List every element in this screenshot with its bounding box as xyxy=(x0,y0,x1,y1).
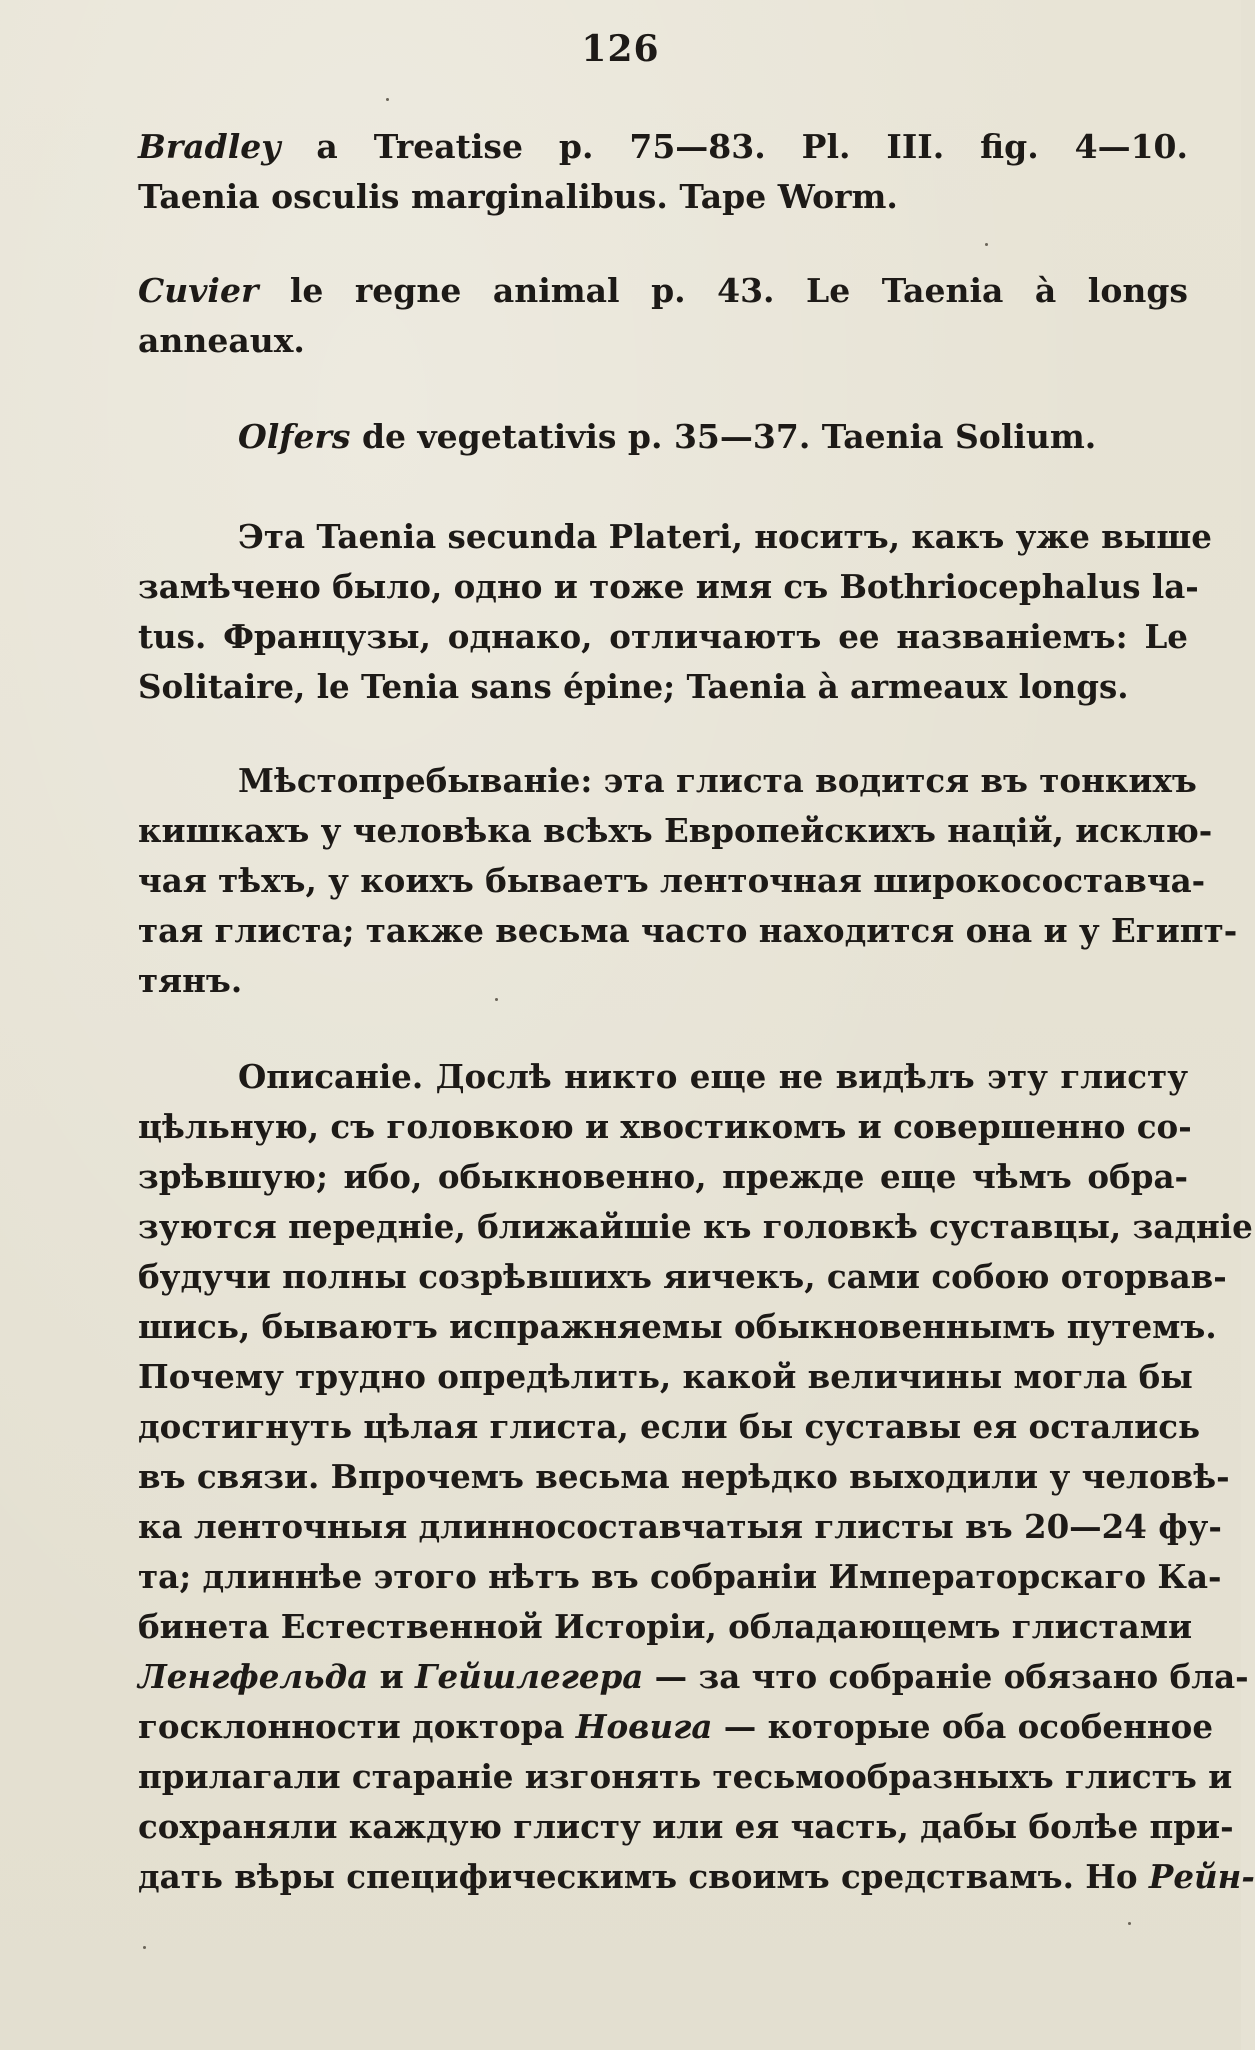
paragraph-line: ка ленточныя длинносоставчатыя глисты въ 20—24 фу- xyxy=(138,1507,1222,1546)
paper-speck xyxy=(386,98,389,101)
paper-speck xyxy=(143,1946,146,1949)
paragraph-description xyxy=(138,1052,1255,1902)
paragraph-line xyxy=(138,1702,1214,1752)
author-name: Cuvier xyxy=(138,271,259,310)
paragraph-line: зуются передніе, ближайшіе къ головкѣ суставцы, задніе xyxy=(138,1207,1253,1246)
paper-speck xyxy=(1128,1922,1131,1925)
author-name: Olfers xyxy=(238,417,351,456)
citation-line xyxy=(138,122,1188,172)
line-text: — за что собраніе обязано бла- xyxy=(643,1657,1249,1696)
paper-speck xyxy=(985,243,988,246)
paragraph-line: цѣльную, съ головкою и хвостикомъ и совершенно со- xyxy=(138,1107,1192,1146)
paragraph-synonyms xyxy=(138,512,1212,712)
citation-line xyxy=(138,412,1188,462)
paragraph-line: та; длиннѣе этого нѣтъ въ собраніи Императорскаго Ка- xyxy=(138,1557,1222,1596)
paragraph-line: Solitaire, le Tenia sans épine; Taenia à armeaux longs. xyxy=(138,667,1129,706)
paragraph-line: прилагали стараніе изгонять тесьмообразныхъ глистъ и xyxy=(138,1757,1233,1796)
person-name: Гейшлегера xyxy=(415,1657,644,1696)
person-name: Новига xyxy=(575,1707,713,1746)
paragraph-line: Описаніе. Дослѣ никто еще не видѣлъ эту глисту xyxy=(238,1057,1188,1096)
citation-line: Taenia osculis marginalibus. Tape Worm. xyxy=(138,177,898,216)
line-text: и xyxy=(368,1657,416,1696)
paragraph-line: tus. Французы, однако, отличаютъ ее названіемъ: Le xyxy=(138,617,1188,656)
paragraph-line: шись, бываютъ испражняемы обыкновеннымъ путемъ. xyxy=(138,1307,1217,1346)
paragraph-line: зрѣвшую; ибо, обыкновенно, прежде еще чѣмъ обра- xyxy=(138,1157,1188,1196)
citation-text: a Treatise p. 75—83. Pl. III. fig. 4—10. xyxy=(280,127,1188,166)
paragraph-line: замѣчено было, одно и тоже имя съ Bothriocephalus la- xyxy=(138,567,1199,606)
person-name: Рейн- xyxy=(1148,1857,1255,1896)
paragraph-line: кишкахъ у человѣка всѣхъ Европейскихъ націй, исклю- xyxy=(138,811,1213,850)
person-name: Ленгфельда xyxy=(138,1657,369,1696)
page-number: 126 xyxy=(581,28,660,70)
paragraph-line: въ связи. Впрочемъ весьма нерѣдко выходили у человѣ- xyxy=(138,1457,1230,1496)
paragraph-line: тая глиста; также весьма часто находится она и у Египт- xyxy=(138,911,1238,950)
paragraph-line: Эта Taenia secunda Plateri, носитъ, какъ уже выше xyxy=(238,517,1212,556)
paragraph-line: будучи полны созрѣвшихъ яичекъ, сами собою оторвав- xyxy=(138,1257,1227,1296)
author-name: Bradley xyxy=(138,127,281,166)
paragraph-line: бинета Естественной Исторіи, обладающемъ глистами xyxy=(138,1607,1193,1646)
paragraph-line: достигнуть цѣлая глиста, если бы суставы ея остались xyxy=(138,1407,1201,1446)
line-text: дать вѣры специфическимъ своимъ средствамъ. Но xyxy=(138,1857,1149,1896)
citation-text: de vegetativis p. 35—37. Taenia Solium. xyxy=(350,417,1097,456)
paragraph-line xyxy=(138,1852,1255,1902)
paragraph-habitat xyxy=(138,756,1238,1006)
line-text: госклонности доктора xyxy=(138,1707,576,1746)
paragraph-line: тянъ. xyxy=(138,961,243,1000)
citation-olfers xyxy=(138,412,1188,462)
citation-line: anneaux. xyxy=(138,321,305,360)
line-text: — которые оба особенное xyxy=(712,1707,1214,1746)
citation-text: le regne animal p. 43. Le Taenia à longs xyxy=(258,271,1188,310)
citation-bradley xyxy=(138,122,1188,222)
paragraph-line: Почему трудно опредѣлить, какой величины могла бы xyxy=(138,1357,1193,1396)
citation-cuvier xyxy=(138,266,1188,366)
paragraph-line: чая тѣхъ, у коихъ бываетъ ленточная широкосоставча- xyxy=(138,861,1206,900)
paper-speck xyxy=(495,998,498,1001)
citation-line xyxy=(138,266,1188,316)
paragraph-line: Мѣстопребываніе: эта глиста водится въ тонкихъ xyxy=(238,761,1197,800)
paragraph-line xyxy=(138,1652,1249,1702)
paragraph-line: сохраняли каждую глисту или ея часть, дабы болѣе при- xyxy=(138,1807,1234,1846)
